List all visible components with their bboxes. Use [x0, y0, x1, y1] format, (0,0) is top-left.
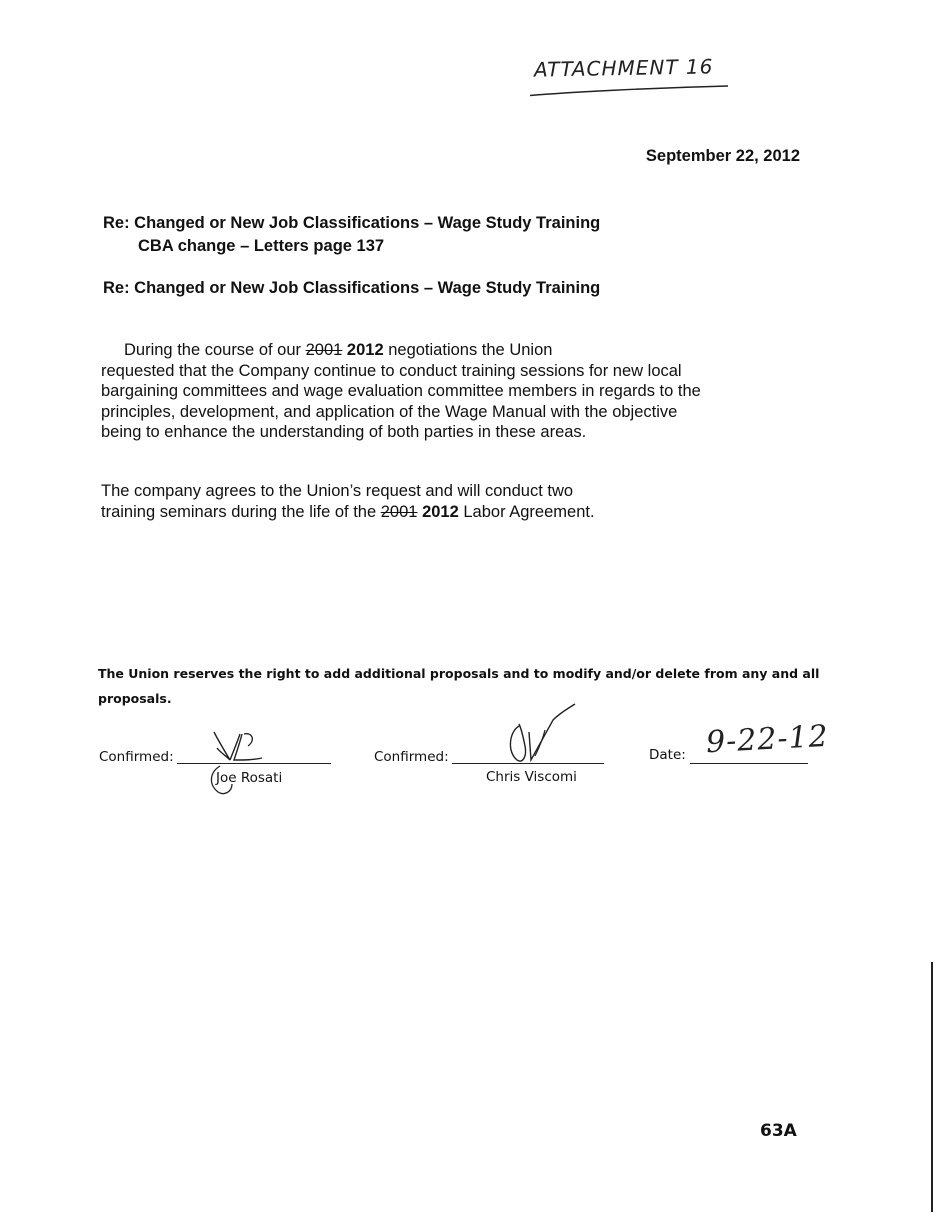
- re-line-1-sub: CBA change – Letters page 137: [138, 237, 385, 255]
- p1-struck-year: 2001: [305, 341, 343, 359]
- attachment-label: [530, 52, 730, 102]
- attachment-underline: [530, 52, 730, 102]
- p1-rest: requested that the Company continue to conduct training sessions for new local bargaining committees and wage evaluation committee members in regards to the principles, development, and application of the Wage Manual with the objective being to enhance the understanding of both parties in these areas.: [101, 361, 701, 441]
- reservation-note: The Union reserves the right to add additional proposals and to modify and/or delete from any and all proposals.: [98, 666, 820, 706]
- p1-before: During the course of our: [124, 341, 306, 359]
- attachment-label-text: ATTACHMENT 16: [533, 54, 714, 82]
- p2-struck-year: 2001: [380, 502, 418, 521]
- signature-rosati-icon: [200, 726, 290, 806]
- p1-after: negotiations the Union: [383, 341, 553, 359]
- date-label: Date:: [649, 747, 686, 763]
- p1-new-year: 2012: [346, 341, 384, 359]
- signer-name-1: Joe Rosati: [216, 770, 283, 786]
- p2-line1: The company agrees to the Union’s request and will conduct two: [101, 482, 574, 500]
- confirmed-label-1: Confirmed:: [99, 749, 174, 765]
- date-line: [690, 763, 808, 764]
- handwritten-date: 9-22-12: [705, 718, 830, 761]
- re-line-1: Re: Changed or New Job Classifications – Wage Study Training: [103, 214, 601, 232]
- scan-edge-mark: [931, 962, 933, 1212]
- page-number: 63A: [760, 1121, 797, 1141]
- confirmed-label-2: Confirmed:: [374, 749, 449, 765]
- p2-after: Labor Agreement.: [458, 502, 595, 521]
- p2-new-year: 2012: [422, 502, 459, 521]
- paragraph-1: [101, 340, 701, 443]
- re-line-2: Re: Changed or New Job Classifications – Wage Study Training: [103, 279, 601, 297]
- signature-viscomi-icon: [495, 702, 595, 772]
- paragraph-2: [101, 481, 701, 522]
- letter-date: September 22, 2012: [645, 147, 800, 165]
- signer-name-2: Chris Viscomi: [486, 769, 577, 785]
- p2-before: training seminars during the life of the: [101, 502, 381, 521]
